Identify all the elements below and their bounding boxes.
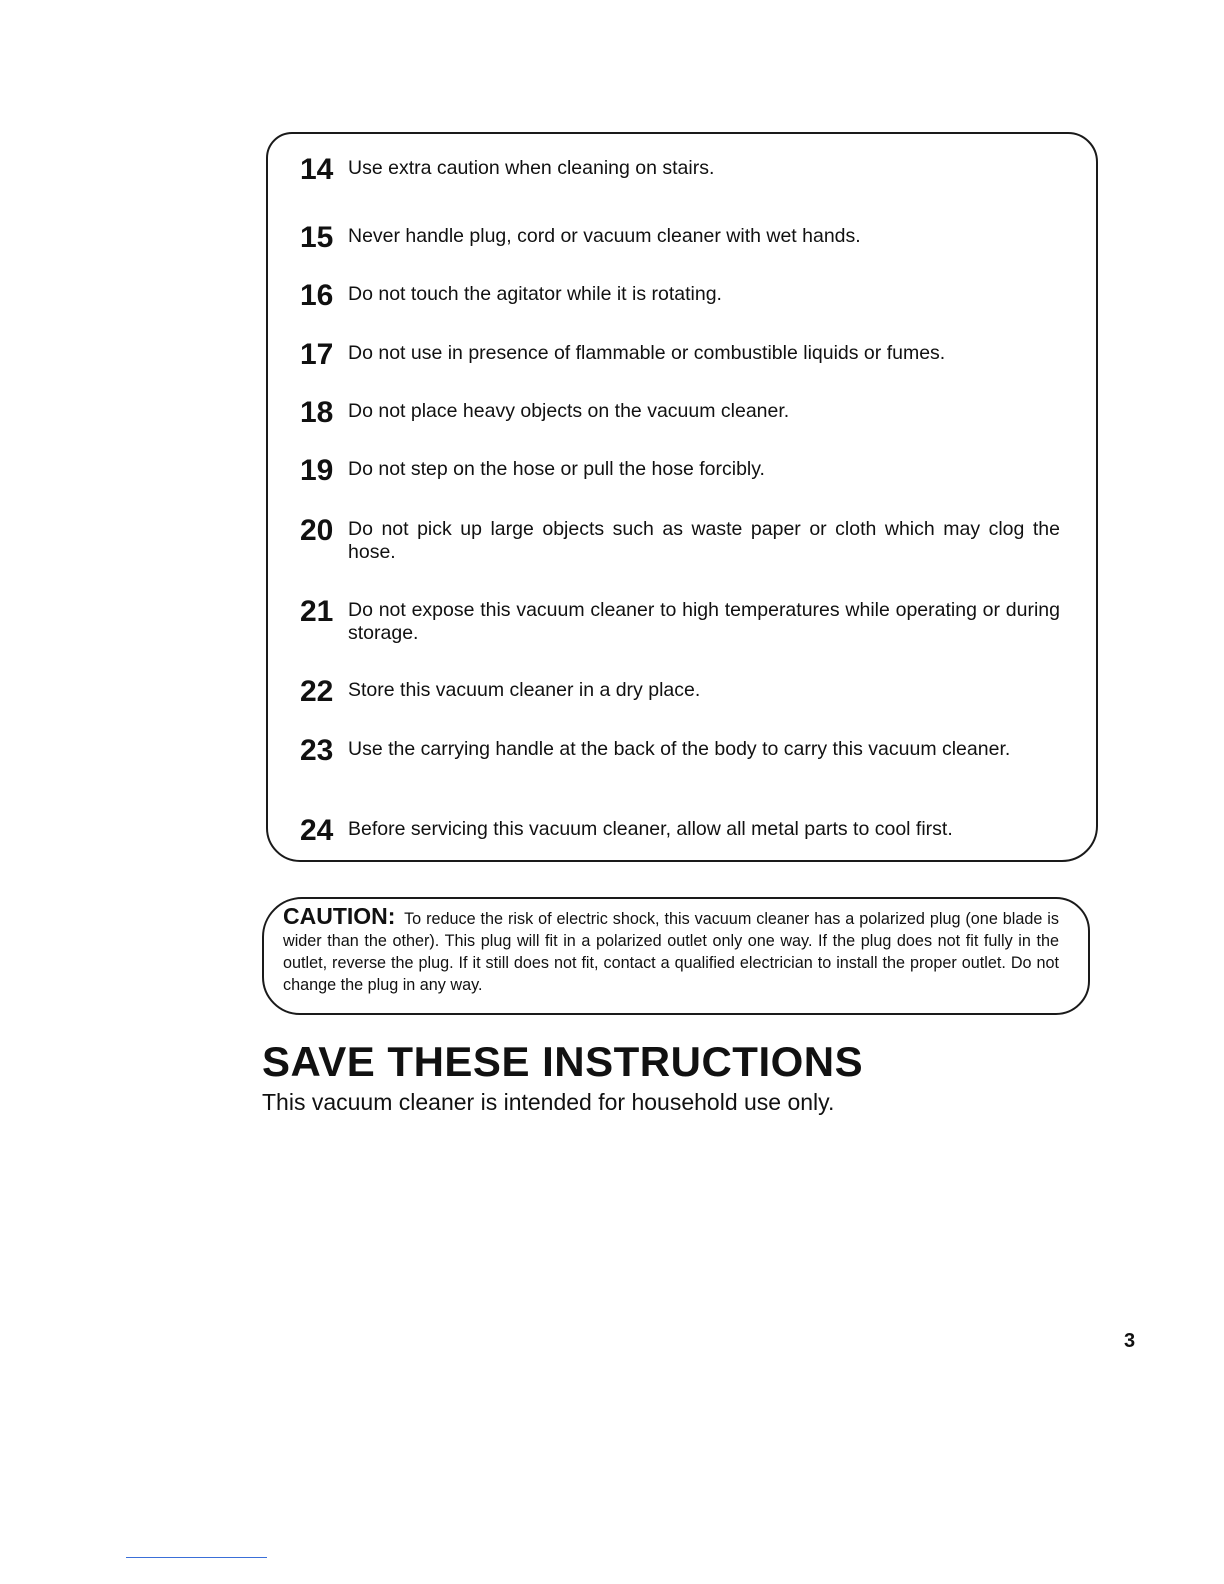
instruction-item-19 bbox=[300, 456, 1060, 486]
household-use-note: This vacuum cleaner is intended for household use only. bbox=[262, 1089, 835, 1115]
instruction-item-23 bbox=[300, 736, 1060, 766]
instruction-item-16 bbox=[300, 281, 1060, 311]
item-text: Use the carrying handle at the back of the body to carry this vacuum cleaner. bbox=[348, 738, 1011, 760]
item-number: 22 bbox=[300, 675, 334, 708]
instruction-item-15 bbox=[300, 223, 1060, 253]
item-text: Do not use in presence of flammable or combustible liquids or fumes. bbox=[348, 342, 946, 364]
item-number: 17 bbox=[300, 338, 334, 371]
page-number: 3 bbox=[1124, 1330, 1136, 1352]
instruction-item-18 bbox=[300, 398, 1060, 428]
item-text: Before servicing this vacuum cleaner, allow all metal parts to cool first. bbox=[348, 818, 953, 840]
item-number: 14 bbox=[300, 153, 334, 186]
item-text: Store this vacuum cleaner in a dry place. bbox=[348, 679, 701, 701]
item-number: 19 bbox=[300, 454, 334, 487]
item-text: Never handle plug, cord or vacuum cleaner with wet hands. bbox=[348, 225, 861, 247]
instruction-item-17 bbox=[300, 340, 1060, 370]
item-text: Do not place heavy objects on the vacuum cleaner. bbox=[348, 400, 790, 422]
caution-paragraph bbox=[283, 905, 1059, 996]
instruction-item-24 bbox=[300, 816, 1060, 846]
instruction-item-20 bbox=[300, 516, 1060, 564]
item-number: 16 bbox=[300, 279, 334, 312]
caution-label: CAUTION: bbox=[283, 903, 396, 929]
item-number: 24 bbox=[300, 814, 334, 847]
caution-text: To reduce the risk of electric shock, this vacuum cleaner has a polarized plug (one blade is wider than the other). This plug will fit in a polarized outlet only one way. If the plug does not fit fully in the outlet, reverse the plug. If it still does not fit, contact a qualified electrician to install the proper outlet. Do not change the plug in any way. bbox=[283, 910, 1059, 994]
item-text: Do not step on the hose or pull the hose forcibly. bbox=[348, 458, 765, 480]
item-text: Use extra caution when cleaning on stairs. bbox=[348, 157, 715, 179]
bottom-rule-line bbox=[126, 1557, 267, 1558]
item-text: Do not pick up large objects such as waste paper or cloth which may clog the hose. bbox=[348, 518, 1060, 563]
item-number: 20 bbox=[300, 514, 334, 547]
item-number: 21 bbox=[300, 595, 334, 628]
item-text: Do not expose this vacuum cleaner to high temperatures while operating or during storage. bbox=[348, 599, 1060, 644]
instruction-item-21 bbox=[300, 597, 1060, 645]
item-text: Do not touch the agitator while it is rotating. bbox=[348, 283, 722, 305]
item-number: 23 bbox=[300, 734, 334, 767]
item-number: 15 bbox=[300, 221, 334, 254]
item-number: 18 bbox=[300, 396, 334, 429]
instruction-item-22 bbox=[300, 677, 1060, 707]
save-instructions-heading: SAVE THESE INSTRUCTIONS bbox=[262, 1038, 864, 1085]
instruction-item-14 bbox=[300, 155, 1060, 185]
